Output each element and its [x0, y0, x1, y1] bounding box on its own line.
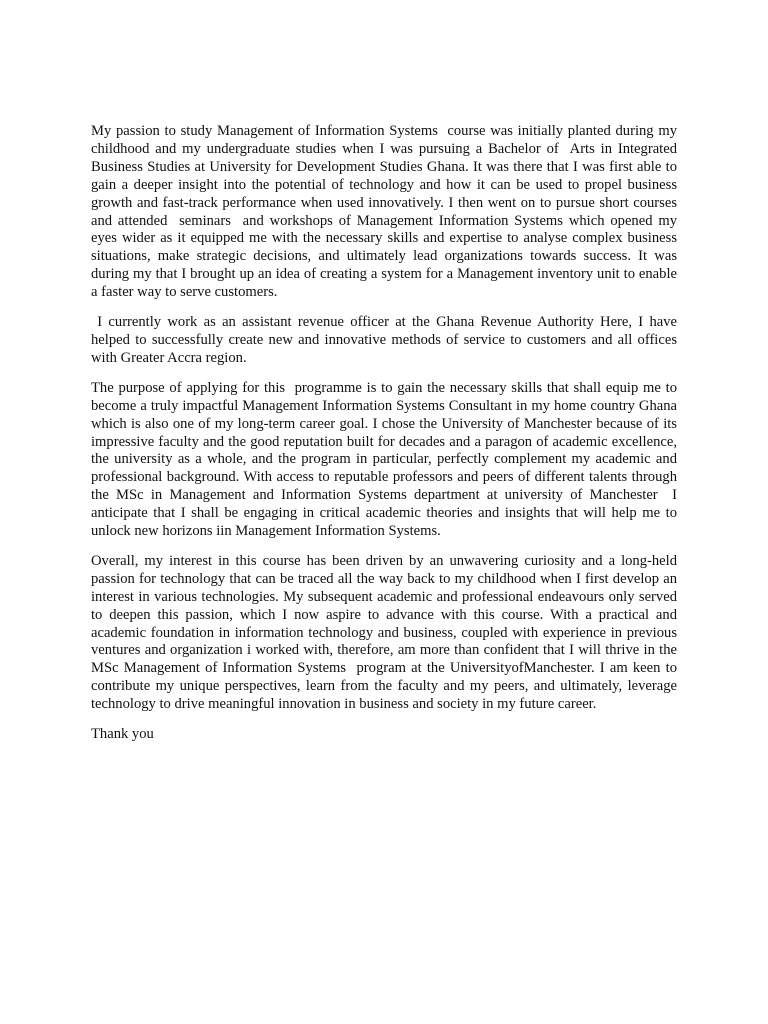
document-body [91, 123, 681, 744]
paragraph-overall: Overall, my interest in this course has been driven by an unwavering curiosity and a long-held passion for technology that can be traced all the way back to my childhood when I first develop an interest in various technologies. My subsequent academic and professional endeavours only served to deepen this passion, which I now aspire to advance with this course. With a practical and academic foundation in information technology and business, coupled with experience in previous ventures and organization i worked with, therefore, am more than confident that I will thrive in the MSc Management of Information Systems program at the UniversityofManchester. I am keen to contribute my unique perspectives, learn from the faculty and my peers, and ultimately, leverage technology to drive meaningful innovation in business and society in my future career. [91, 552, 681, 713]
closing-line: Thank you [91, 726, 154, 743]
paragraph-passion: My passion to study Management of Information Systems course was initially planted during my childhood and my undergraduate studies when I was pursuing a Bachelor of Arts in Integrated Business Studies at University for Development Studies Ghana. It was there that I was first able to gain a deeper insight into the potential of technology and how it can be used to propel business growth and fast-track performance when used innovatively. I then went on to pursue short courses and attended seminars and workshops of Management Information Systems which opened my eyes wider as it equipped me with the necessary skills and expertise to analyse complex business situations, make strategic decisions, and ultimately lead organizations towards success. It was during my that I brought up an idea of creating a system for a Management inventory unit to enable a faster way to serve customers. [91, 123, 681, 301]
paragraph-purpose: The purpose of applying for this programme is to gain the necessary skills that shall equip me to become a truly impactful Management Information Systems Consultant in my home country Ghana which is also one of my long-term career goal. I chose the University of Manchester because of its impressive faculty and the good reputation built for decades and a paragon of academic excellence, the university as a whole, and the program in particular, perfectly complement my academic and professional background. With access to reputable professors and peers of different talents through the MSc in Management and Information Systems department at university of Manchester I anticipate that I shall be engaging in critical academic theories and insights that will help me to unlock new horizons iin Management Information Systems. [91, 379, 681, 540]
paragraph-current-work: I currently work as an assistant revenue officer at the Ghana Revenue Authority Here, I have helped to successfully create new and innovative methods of service to customers and all offices with Greater Accra region. [91, 314, 681, 366]
